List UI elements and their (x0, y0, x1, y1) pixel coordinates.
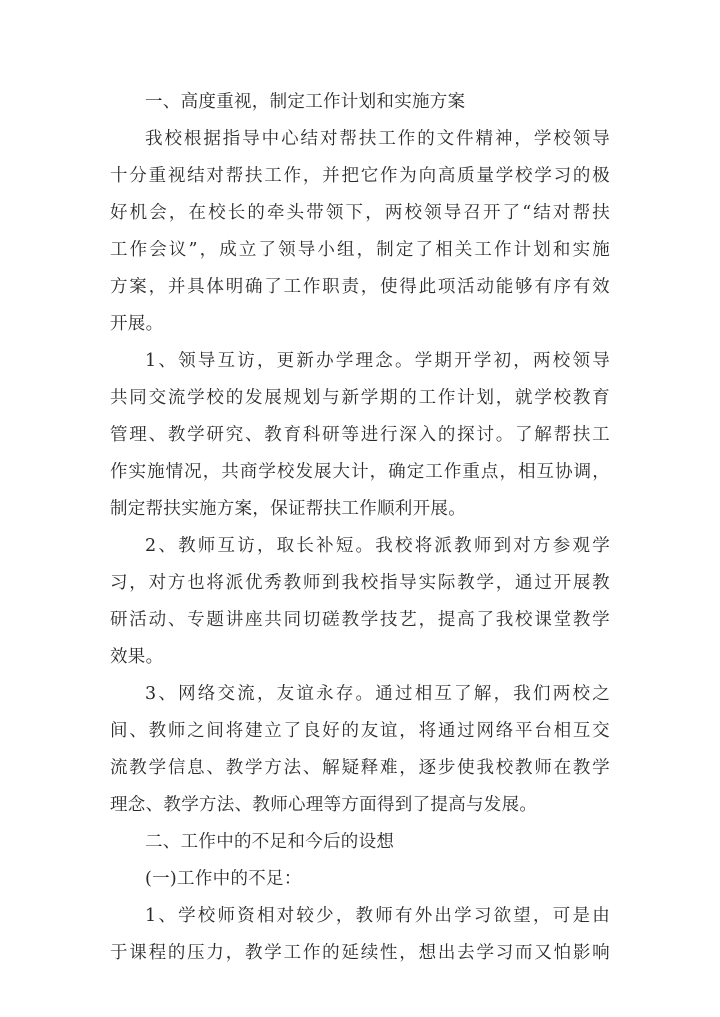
paragraph-line: 作实施情况，共商学校发展大计，确定工作重点，相互协调， (110, 462, 610, 482)
paragraph-line: 习，对方也将派优秀教师到我校指导实际教学，通过开展教 (110, 573, 610, 593)
paragraph-line: 我校根据指导中心结对帮扶工作的文件精神，学校领导 (145, 129, 610, 149)
paragraph-line: 开展。 (110, 314, 164, 334)
paragraph-line: 1、学校师资相对较少，教师有外出学习欲望，可是由 (145, 906, 610, 926)
paragraph-line: 间、教师之间将建立了良好的友谊，将通过网络平台相互交 (110, 721, 610, 741)
paragraph-line: 十分重视结对帮扶工作，并把它作为向高质量学校学习的极 (110, 166, 610, 186)
paragraph-line: 好机会，在校长的牵头带领下，两校领导召开了“结对帮扶 (110, 203, 610, 223)
paragraph-line: 流教学信息、教学方法、解疑释难，逐步使我校教师在教学 (110, 758, 610, 778)
paragraph-line: 3、网络交流，友谊永存。通过相互了解，我们两校之 (145, 684, 610, 704)
subsection-heading: (一)工作中的不足： (145, 869, 302, 889)
paragraph-line: 管理、教学研究、教育科研等进行深入的探讨。了解帮扶工 (110, 425, 610, 445)
paragraph-line: 2、教师互访，取长补短。我校将派教师到对方参观学 (145, 536, 610, 556)
paragraph-line: 1、领导互访，更新办学理念。学期开学初，两校领导 (145, 351, 610, 371)
section-heading-2: 二、工作中的不足和今后的设想 (145, 832, 395, 852)
document-body (110, 84, 610, 972)
section-heading-1: 一、高度重视，制定工作计划和实施方案 (145, 92, 466, 112)
paragraph-line: 于课程的压力，教学工作的延续性，想出去学习而又怕影响 (110, 943, 610, 963)
paragraph-line: 效果。 (110, 647, 164, 667)
paragraph-line: 制定帮扶实施方案，保证帮扶工作顺利开展。 (110, 499, 466, 519)
paragraph-line: 理念、教学方法、教师心理等方面得到了提高与发展。 (110, 795, 538, 815)
paragraph-line: 方案，并具体明确了工作职责，使得此项活动能够有序有效 (110, 277, 610, 297)
paragraph-line: 共同交流学校的发展规划与新学期的工作计划，就学校教育 (110, 388, 610, 408)
paragraph-line: 工作会议”，成立了领导小组，制定了相关工作计划和实施 (110, 240, 610, 260)
paragraph-line: 研活动、专题讲座共同切磋教学技艺，提高了我校课堂教学 (110, 610, 610, 630)
